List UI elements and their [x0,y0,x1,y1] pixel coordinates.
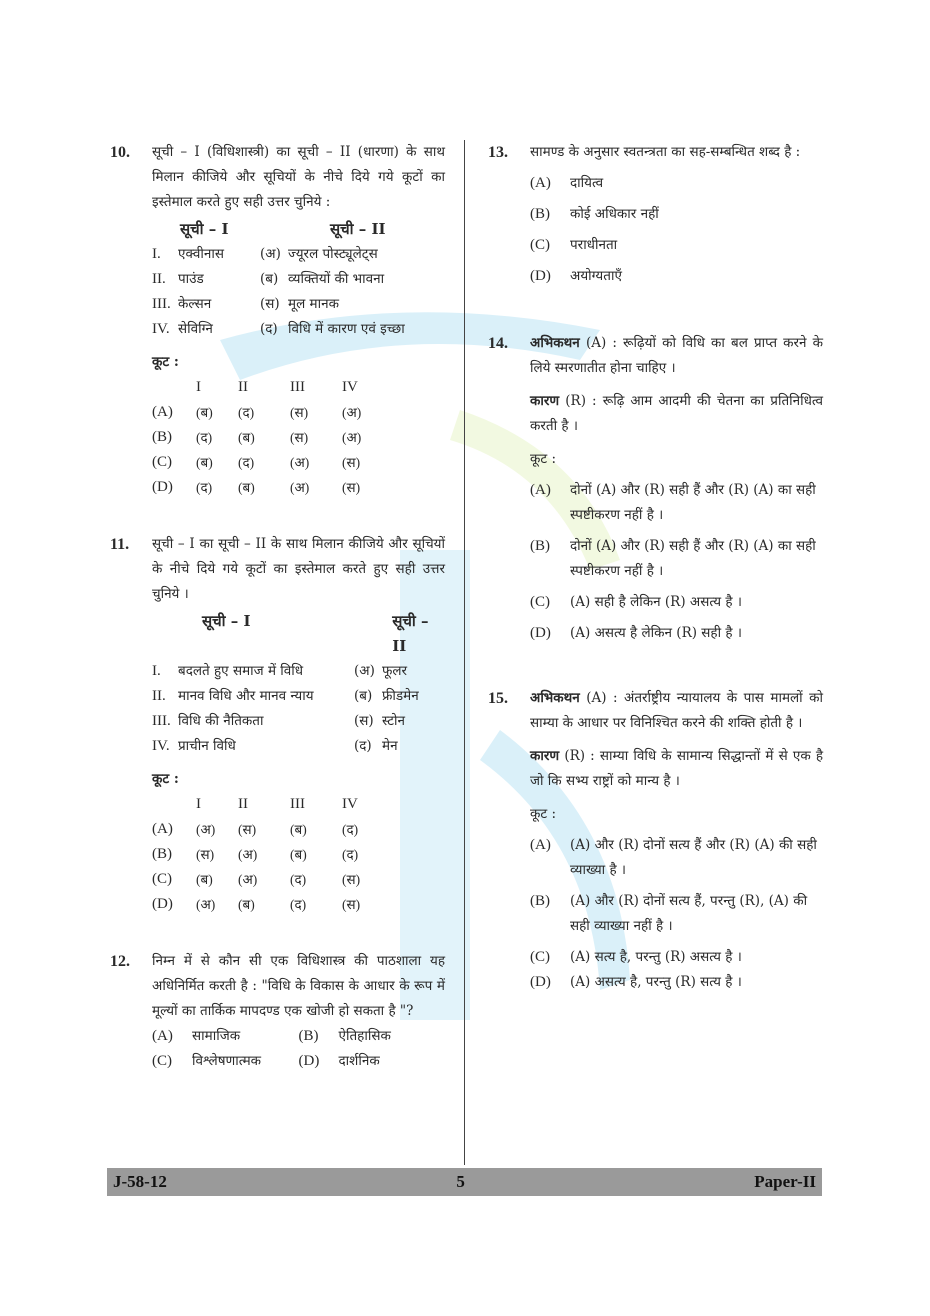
match-pair [152,242,445,267]
option-text: कोई अधिकार नहीं [570,206,659,222]
option-a[interactable] [530,478,823,528]
match-pair [152,734,445,759]
list1-item: सेविग्नि [178,321,213,337]
option-label[interactable]: (B) [152,846,172,862]
option-c[interactable] [530,233,823,258]
roman-numeral: III. [152,296,171,312]
code-cell: (स) [342,455,361,470]
list2-letter: (स) [260,296,280,312]
list2-letter: (द) [354,738,372,754]
codes-table [152,792,445,917]
option-label: (D) [530,974,551,990]
code-cell: (ब) [238,897,255,912]
code-cell: (अ) [342,405,362,420]
list2-item: मेन [382,738,398,754]
list1-item: बदलते हुए समाज में विधि [178,663,304,679]
code-cell: (द) [290,897,307,912]
reason-text: रूढ़ि आम आदमी की चेतना का प्रतिनिधित्व करती है । [530,393,824,434]
code-cell: (अ) [290,455,310,470]
roman-numeral: II. [152,688,166,704]
option-label[interactable]: (B) [152,429,172,445]
assertion-key: अभिकथन [530,335,580,351]
codes-label: कूट : [530,806,557,822]
reason-tag: (R) : [564,748,595,764]
code-cell: (स) [342,872,361,887]
roman-numeral: I. [152,663,161,679]
list1-item: केल्सन [178,296,212,312]
left-column [110,140,445,1074]
roman-numeral: I. [152,246,161,262]
list2-item: विधि में कारण एवं इच्छा [288,321,405,337]
list2-item: फ्रीडमेन [382,688,419,704]
option-label: (C) [152,1053,172,1069]
option-text: दायित्व [570,175,604,191]
option-a[interactable] [530,833,823,883]
question-stem: सूची – I का सूची – II के साथ मिलान कीजिये और सूचियों के नीचे दिये गये कूटों का इस्तेमाल करते हुए सही उत्तर चुनिये । [152,536,445,602]
match-pair [152,684,445,709]
option-label: (B) [298,1028,319,1044]
col-header: II [238,379,248,395]
question-number: 12. [110,953,130,970]
col-header: III [290,796,305,812]
code-cell: (स) [238,822,257,837]
col-header: IV [342,379,358,395]
match-pair [152,317,445,342]
assertion [530,686,823,736]
code-cell: (द) [342,847,359,862]
option-text: दोनों (A) और (R) सही हैं और (R) (A) का सही स्पष्टीकरण नहीं है । [570,538,816,579]
match-pair [152,267,445,292]
assertion [530,331,823,381]
question-11 [110,532,445,917]
codes-label: कूट : [152,771,179,787]
code-cell: (ब) [196,405,213,420]
option-label: (B) [530,893,550,909]
option-d[interactable] [530,621,823,646]
option-text: (A) असत्य है लेकिन (R) सही है । [570,625,742,641]
roman-numeral: III. [152,713,171,729]
options-row [152,1024,445,1049]
question-13 [488,140,823,289]
option-label: (D) [298,1053,320,1069]
option-b[interactable] [530,889,823,939]
option-d[interactable] [530,970,823,995]
match-pair [152,292,445,317]
list2-item: फूलर [382,663,408,679]
option-text: (A) सही है लेकिन (R) असत्य है । [570,594,742,610]
option-label: (D) [530,625,551,641]
code-cell: (ब) [290,847,307,862]
code-cell: (स) [342,480,361,495]
code-cell: (ब) [290,822,307,837]
option-c[interactable] [152,1049,299,1074]
option-label: (B) [530,206,550,222]
code-cell: (ब) [238,480,255,495]
option-label: (B) [530,538,550,554]
column-divider [464,140,465,1165]
list1-item: मानव विधि और मानव न्याय [178,688,314,704]
option-text: दोनों (A) और (R) सही हैं और (R) (A) का सही स्पष्टीकरण नहीं है । [570,482,816,523]
code-cell: (अ) [342,430,362,445]
list2-item: स्टोन [382,713,406,729]
assertion-tag: (A) : [585,335,617,351]
option-text: अयोग्यताएँ [570,268,622,284]
question-number: 13. [488,144,508,161]
list1-header: सूची – I [180,220,229,238]
code-cell: (अ) [290,480,310,495]
option-label[interactable]: (D) [152,896,173,912]
list1-item: विधि की नैतिकता [178,713,264,729]
right-column [488,140,823,995]
list2-letter: (ब) [260,271,279,287]
option-b[interactable] [299,1024,446,1049]
option-text: सामाजिक [192,1028,241,1044]
list2-letter: (अ) [354,663,375,679]
option-label[interactable]: (C) [152,454,172,470]
list1-item: पाउंड [178,271,204,287]
roman-numeral: IV. [152,738,170,754]
question-stem: सूची – I (विधिशास्त्री) का सूची – II (धारणा) के साथ मिलान कीजिये और सूचियों के नीचे दिये गये कूटों का इस्तेमाल करते हुए सही उत्तर चुनिये : [152,144,445,210]
code-cell: (स) [196,847,215,862]
assertion-text: अंतर्राष्ट्रीय न्यायालय के पास मामलों को साम्या के आधार पर विनिश्चित करने की शक्ति होती है । [530,690,823,731]
codes-table [152,375,445,500]
col-header: I [196,379,201,395]
reason [530,389,823,439]
question-10 [110,140,445,500]
option-b[interactable] [530,534,823,584]
option-label[interactable]: (A) [152,821,173,837]
codes-label: कूट : [152,354,179,370]
option-text: (A) और (R) दोनों सत्य हैं, परन्तु (R), (A) की सही व्याख्या नहीं है । [570,893,808,934]
option-label: (A) [152,1028,173,1044]
code-cell: (द) [196,480,213,495]
match-pair [152,659,445,684]
list2-item: मूल मानक [288,296,339,312]
option-label: (A) [530,175,551,191]
list1-item: एक्वीनास [178,246,224,262]
col-header: III [290,379,305,395]
option-text: दार्शनिक [338,1053,380,1069]
code-cell: (ब) [196,872,213,887]
question-number: 14. [488,335,508,352]
list2-item: ज्यूरल पोस्ट्यूलेट्स [288,246,378,262]
question-15 [488,686,823,995]
option-text: पराधीनता [570,237,618,253]
list2-letter: (अ) [260,246,281,262]
code-cell: (स) [290,405,309,420]
option-a[interactable] [530,171,823,196]
list-headers [152,609,445,659]
code-cell: (द) [342,822,359,837]
code-cell: (स) [290,430,309,445]
list-headers [152,217,445,242]
question-12 [110,949,445,1074]
assertion-text: रूढ़ियों को विधि का बल प्राप्त करने के लिये स्मरणातीत होना चाहिए । [530,335,824,376]
list2-letter: (द) [260,321,278,337]
page-footer [107,1168,822,1196]
code-cell: (ब) [196,455,213,470]
reason-key: कारण [530,393,560,409]
code-cell: (अ) [196,897,216,912]
question-number: 11. [110,536,130,553]
list2-letter: (ब) [354,688,373,704]
option-text: ऐतिहासिक [338,1028,391,1044]
reason-tag: (R) : [565,393,597,409]
option-text: (A) सत्य है, परन्तु (R) असत्य है । [570,949,742,965]
option-text: विश्लेषणात्मक [192,1053,262,1069]
reason-text: साम्या विधि के सामान्य सिद्धान्तों में से एक है जो कि सभ्य राष्ट्रों को मान्य है । [530,748,824,789]
option-label[interactable]: (D) [152,479,173,495]
question-14 [488,331,823,646]
paper-label: Paper-II [754,1172,816,1191]
assertion-tag: (A) : [586,690,618,706]
question-number: 10. [110,144,130,161]
codes-label: कूट : [530,451,557,467]
option-label[interactable]: (A) [152,404,173,420]
option-a[interactable] [152,1024,299,1049]
option-d[interactable] [299,1049,446,1074]
code-cell: (अ) [238,847,258,862]
question-stem: सामण्ड के अनुसार स्वतन्त्रता का सह-सम्बन्धित शब्द है : [530,144,801,160]
list1-header: सूची – I [202,612,251,630]
code-cell: (अ) [238,872,258,887]
code-cell: (द) [290,872,307,887]
question-number: 15. [488,690,508,707]
code-cell: (अ) [196,822,216,837]
list2-item: व्यक्तियों की भावना [288,271,385,287]
list2-header: सूची – II [392,612,429,655]
code-cell: (द) [238,455,255,470]
option-text: (A) और (R) दोनों सत्य हैं और (R) (A) की सही व्याख्या है । [570,837,817,878]
option-label: (C) [530,237,550,253]
assertion-key: अभिकथन [530,690,580,706]
option-c[interactable] [530,945,823,970]
option-b[interactable] [530,202,823,227]
page-number: 5 [456,1172,465,1191]
option-label: (C) [530,949,550,965]
option-label: (D) [530,268,551,284]
match-pair [152,709,445,734]
col-header: II [238,796,248,812]
option-label[interactable]: (C) [152,871,172,887]
code-cell: (द) [196,430,213,445]
roman-numeral: IV. [152,321,170,337]
code-cell: (ब) [238,430,255,445]
roman-numeral: II. [152,271,166,287]
col-header: I [196,796,201,812]
option-d[interactable] [530,264,823,289]
list2-letter: (स) [354,713,374,729]
option-label: (A) [530,837,551,853]
paper-code: J-58-12 [113,1172,167,1191]
option-label: (C) [530,594,550,610]
reason [530,744,823,794]
code-cell: (स) [342,897,361,912]
question-stem: निम्न में से कौन सी एक विधिशास्त्र की पाठशाला यह अधिनिर्मित करती है : "विधि के विकास के आधार के रूप में मूल्यों का तार्किक मापदण्ड एक खोजी हो सकता है "? [152,953,445,1019]
col-header: IV [342,796,358,812]
option-c[interactable] [530,590,823,615]
option-label: (A) [530,482,551,498]
list2-header: सूची – II [330,220,386,238]
reason-key: कारण [530,748,560,764]
list1-item: प्राचीन विधि [178,738,236,754]
option-text: (A) असत्य है, परन्तु (R) सत्य है । [570,974,742,990]
options-row [152,1049,445,1074]
code-cell: (द) [238,405,255,420]
